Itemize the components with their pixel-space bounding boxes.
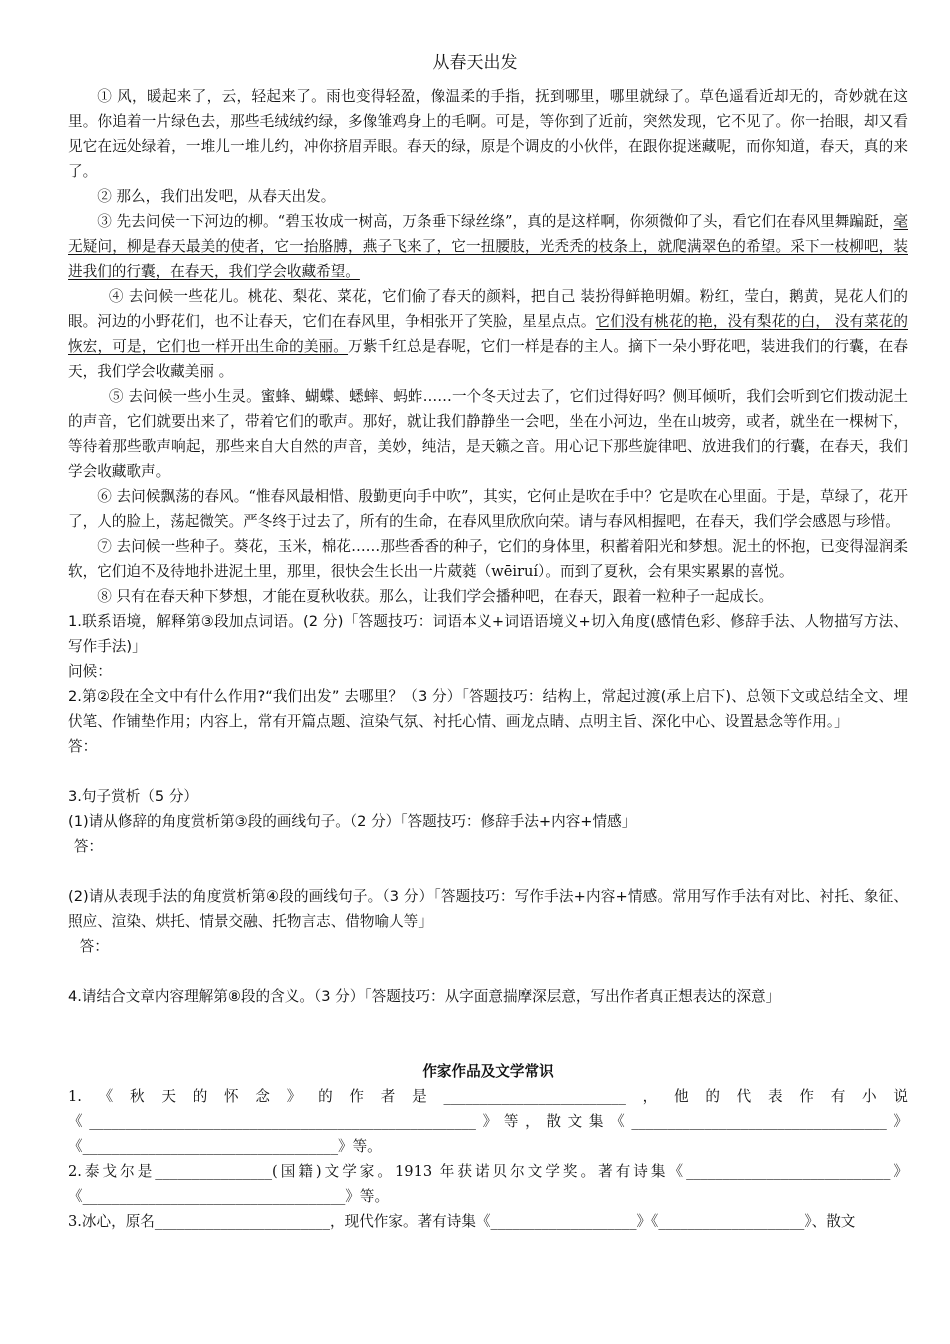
question-3-1-answer-label: 答： — [73, 838, 104, 855]
paragraph-4-text: ④ 去问候一些花儿。桃花、梨花、菜花，它们偷了春天的颜料，把自己 装扮得鲜艳明媚。粉红，莹白，鹅黄，晃花人们的眼。河边的小野花们，也不让春天，它们在春风里，争相张开了笑脸，星星点点。 — [68, 288, 908, 330]
section-2-item-2: 2.泰戈尔是________________(国籍)文学家。1913 年获诺贝尔文学奖。著有诗集《____________________________》《____________________________________》等。 — [68, 1163, 908, 1205]
paragraph-4-underlined-sentence: 它们没有桃花的艳，没有梨花的白， 没有菜花的恢宏，可是，它们也一样开出生命的美丽。 — [68, 313, 908, 355]
section-2-title: 作家作品及文学常识 — [422, 1063, 554, 1080]
question-1: 1.联系语境，解释第③段加点词语。(2 分)「答题技巧：词语本义+词语语境义+切入角度(感情色彩、修辞手法、人物描写方法、写作手法)」 — [68, 613, 908, 655]
question-3: 3.句子赏析（5 分） — [68, 788, 199, 805]
question-3-1: (1)请从修辞的角度赏析第③段的画线句子。（2 分）「答题技巧：修辞手法+内容+情感」 — [68, 813, 637, 830]
question-2: 2.第②段在全文中有什么作用?“我们出发” 去哪里？（3 分）「答题技巧：结构上，常起过渡(承上启下)、总领下文或总结全文、埋伏笔、作铺垫作用；内容上，常有开篇点题、渲染气氛、衬托心情、画龙点睛、点明主旨、深化中心、设置悬念等作用。」 — [68, 688, 908, 730]
section-2-item-3: 3.冰心，原名________________________，现代作家。著有诗集《____________________》《____________________》、散文 — [68, 1213, 856, 1230]
paragraph-2: ② 那么，我们出发吧，从春天出发。 — [97, 188, 336, 205]
article-title: 从春天出发 — [432, 53, 518, 73]
question-2-answer-label: 答： — [68, 738, 98, 755]
question-1-answer-label: 问候： — [68, 663, 112, 680]
section-2-item-1: 1.《秋天的怀念》的作者是_________________________，他的代表作有小说《_____________________________________________________》等，散文集《___________________________________》《___________________________________》等。 — [68, 1088, 908, 1155]
answer-space — [68, 859, 908, 884]
answer-space — [68, 1009, 908, 1059]
answer-space — [68, 959, 908, 984]
paragraph-4 — [68, 284, 908, 384]
paragraph-4-text-end: 万紫千红总是春呢，它们一样是春的主人。摘下一朵小野花吧，装进我们的行囊，在春天，我们学会收藏美丽 。 — [68, 338, 908, 380]
article-body — [68, 84, 908, 1234]
paragraph-3-underlined-sentence: 毫无疑问，柳是春天最美的使者，它一抬胳膊，燕子飞来了，它一扭腰肢，光秃秃的枝条上，就爬满翠色的希望。采下一枝柳吧，装进我们的行囊，在春天，我们学会收藏希望。 — [68, 213, 908, 280]
paragraph-8: ⑧ 只有在春天种下梦想，才能在夏秋收获。那么，让我们学会播种吧，在春天，跟着一粒种子一起成长。 — [97, 588, 774, 605]
paragraph-7: ⑦ 去问候一些种子。葵花，玉米，棉花……那些香香的种子，它们的身体里，积蓄着阳光和梦想。泥土的怀抱，已变得湿润柔软，它们迫不及待地扑进泥土里，那里，很快会生长出一片葳蕤（wēiruí）。而到了夏秋，会有果实累累的喜悦。 — [68, 538, 908, 580]
paragraph-5: ⑤ 去问候一些小生灵。蜜蜂、蝴蝶、蟋蟀、蚂蚱……一个冬天过去了，它们过得好吗？侧耳倾听，我们会听到它们拨动泥土的声音，它们就要出来了，带着它们的歌声。那好，就让我们静静坐一会吧，坐在小河边，坐在山坡旁，或者，就坐在一棵树下，等待着那些歌声响起，那些来自大自然的声音，美妙，纯洁，是天籁之音。用心记下那些旋律吧、放进我们的行囊，在春天，我们学会收藏歌声。 — [68, 388, 908, 480]
paragraph-3 — [68, 209, 908, 284]
paragraph-6: ⑥ 去问候飘荡的春风。“惟春风最相惜、殷勤更向手中吹”，其实，它何止是吹在手中？它是吹在心里面。于是，草绿了，花开了，人的脸上，荡起微笑。严冬终于过去了，所有的生命，在春风里欣欣向荣。请与春风相握吧，在春天，我们学会感恩与珍惜。 — [68, 488, 908, 530]
question-4: 4.请结合文章内容理解第⑧段的含义。（3 分）「答题技巧：从字面意揣摩深层意，写出作者真正想表达的深意」 — [68, 988, 781, 1005]
paragraph-1: ① 风，暖起来了，云，轻起来了。雨也变得轻盈，像温柔的手指，抚到哪里，哪里就绿了。草色遥看近却无的，奇妙就在这里。你追着一片绿色去，那些毛绒绒约绿，多像雏鸡身上的毛啊。可是，等你到了近前，突然发现，它不见了。你一抬眼，却又看见它在远处绿着，一堆儿一堆儿约，冲你挤眉弄眼。春天的绿，原是个调皮的小伙伴，在跟你捉迷藏呢，而你知道，春天，真的来了。 — [68, 88, 908, 180]
question-3-2: (2)请从表现手法的角度赏析第④段的画线句子。（3 分）「答题技巧：写作手法+内容+情感。常用写作手法有对比、衬托、象征、照应、渲染、烘托、情景交融、托物言志、借物喻人等」 — [68, 888, 908, 930]
answer-space — [68, 759, 908, 784]
paragraph-3-text: ③ 先去问侯一下河边的柳。“碧玉妆成一树高，万条垂下绿丝绦”，真的是这样啊，你须微仰了头，看它们在春风里舞蹁跹， — [97, 213, 894, 230]
question-3-2-answer-label: 答： — [79, 938, 109, 955]
